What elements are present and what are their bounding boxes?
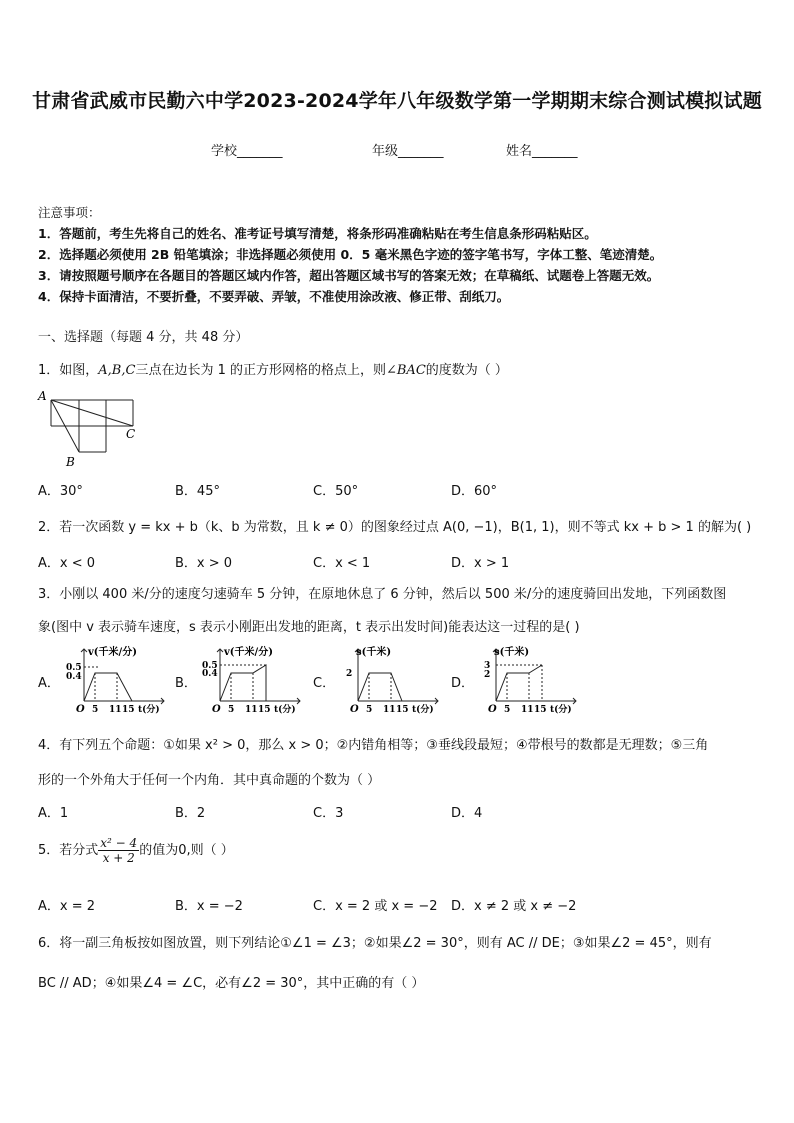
- svg-text:O: O: [212, 704, 221, 715]
- q3-option-d[interactable]: D．: [451, 676, 475, 691]
- school-field: 学校_______: [211, 144, 283, 159]
- svg-text:0.5: 0.5: [202, 661, 218, 671]
- q3-option-c[interactable]: C．: [313, 676, 336, 691]
- svg-text:11: 11: [109, 705, 122, 715]
- point-c-label: C: [126, 427, 136, 441]
- svg-text:3: 3: [484, 661, 491, 671]
- svg-text:0.4: 0.4: [66, 672, 82, 682]
- svg-text:11: 11: [245, 705, 258, 715]
- svg-text:t(分): t(分): [274, 705, 296, 715]
- svg-text:0.5: 0.5: [66, 663, 82, 673]
- q3-graph-c: [336, 643, 444, 715]
- q1-grid-figure: [36, 388, 146, 470]
- svg-text:15: 15: [534, 705, 547, 715]
- q1-option-b[interactable]: B．45°: [175, 484, 220, 499]
- q5-option-c[interactable]: C．x = 2 或 x = −2: [313, 899, 438, 914]
- q3-option-a[interactable]: A．: [38, 676, 60, 691]
- q4-option-b[interactable]: B．2: [175, 806, 206, 821]
- notes-heading: 注意事项：: [38, 205, 101, 220]
- svg-text:5: 5: [228, 705, 235, 715]
- svg-text:0.4: 0.4: [202, 669, 218, 679]
- q5-fraction: $\frac{\text{x² − 4}}{x + 2}$: [100, 836, 138, 865]
- note-item: 1．答题前，考生先将自己的姓名、准考证号填写清楚，将条形码准确粘贴在考生信息条形码粘贴区。: [38, 226, 597, 241]
- point-b-label: B: [66, 455, 75, 469]
- svg-text:v(千米/分): v(千米/分): [88, 647, 137, 658]
- svg-text:15: 15: [396, 705, 409, 715]
- svg-text:O: O: [350, 704, 359, 715]
- question-1: 1．如图，A,B,C三点在边长为 1 的正方形网格的格点上，则∠BAC的度数为（ ）: [38, 363, 508, 378]
- svg-text:5: 5: [92, 705, 99, 715]
- svg-text:t(分): t(分): [138, 705, 160, 715]
- q5-option-a[interactable]: A．x = 2: [38, 899, 96, 914]
- note-item: 2．选择题必须使用 2B 铅笔填涂；非选择题必须使用 0．5 毫米黑色字迹的签字笔书写，字体工整、笔迹清楚。: [38, 247, 663, 262]
- q1-points: A,B,C: [98, 363, 136, 378]
- svg-text:11: 11: [521, 705, 534, 715]
- q3-option-b[interactable]: B．: [175, 676, 197, 691]
- q3-graph-a: [62, 643, 170, 715]
- q2-option-a[interactable]: A．x < 0: [38, 556, 96, 571]
- question-6-line2: BC // AD；④如果∠4 = ∠C，必有∠2 = 30°，其中正确的有（ ）: [38, 976, 425, 991]
- q1-option-d[interactable]: D．60°: [451, 484, 498, 499]
- grade-field: 年级_______: [372, 144, 444, 159]
- question-3-line2: 象(图中 v 表示骑车速度，s 表示小刚距出发地的距离，t 表示出发时间)能表达这一过程的是( ): [38, 620, 580, 635]
- svg-text:s(千米): s(千米): [494, 647, 530, 658]
- question-2: 2．若一次函数 y = kx + b（k、b 为常数，且 k ≠ 0）的图象经过点 A(0, −1)，B(1, 1)，则不等式 kx + b > 1 的解为( ): [38, 520, 752, 535]
- section-heading: 一、选择题（每题 4 分，共 48 分）: [38, 330, 249, 345]
- point-a-label: A: [38, 389, 47, 403]
- svg-text:2: 2: [484, 670, 491, 680]
- q1-option-c[interactable]: C．50°: [313, 484, 359, 499]
- svg-text:O: O: [488, 704, 497, 715]
- svg-text:O: O: [76, 704, 85, 715]
- q4-option-c[interactable]: C．3: [313, 806, 344, 821]
- exam-title: 甘肃省武威市民勤六中学2023-2024学年八年级数学第一学期期末综合测试模拟试题: [32, 90, 762, 112]
- q3-graph-d: [474, 643, 582, 715]
- question-3-line1: 3．小刚以 400 米/分的速度匀速骑车 5 分钟，在原地休息了 6 分钟，然后以 500 米/分的速度骑回出发地，下列函数图: [38, 587, 727, 602]
- svg-text:t(分): t(分): [550, 705, 572, 715]
- question-5: 5．若分式 $\frac{\text{x² − 4}}{x + 2}$ 的值为0,则（ ）: [38, 836, 234, 865]
- q1-option-a[interactable]: A．30°: [38, 484, 83, 499]
- question-4-line2: 形的一个外角大于任何一个内角．其中真命题的个数为（ ）: [38, 773, 381, 788]
- q2-option-d[interactable]: D．x > 1: [451, 556, 510, 571]
- q2-option-c[interactable]: C．x < 1: [313, 556, 371, 571]
- note-item: 3．请按照题号顺序在各题目的答题区域内作答，超出答题区域书写的答案无效；在草稿纸、试题卷上答题无效。: [38, 268, 660, 283]
- q5-option-b[interactable]: B．x = −2: [175, 899, 243, 914]
- q4-option-a[interactable]: A．1: [38, 806, 69, 821]
- svg-text:11: 11: [383, 705, 396, 715]
- q4-option-d[interactable]: D．4: [451, 806, 483, 821]
- q3-graph-b: [198, 643, 306, 715]
- svg-text:15: 15: [122, 705, 135, 715]
- question-6-line1: 6．将一副三角板按如图放置，则下列结论①∠1 = ∠3；②如果∠2 = 30°，则有 AC // DE；③如果∠2 = 45°，则有: [38, 936, 712, 951]
- svg-text:15: 15: [258, 705, 271, 715]
- q5-option-d[interactable]: D．x ≠ 2 或 x ≠ −2: [451, 899, 577, 914]
- svg-text:s(千米): s(千米): [356, 647, 392, 658]
- name-field: 姓名_______: [506, 144, 578, 159]
- svg-text:2: 2: [346, 669, 353, 679]
- svg-text:5: 5: [366, 705, 373, 715]
- svg-text:t(分): t(分): [412, 705, 434, 715]
- question-4-line1: 4．有下列五个命题：①如果 x² > 0，那么 x > 0；②内错角相等；③垂线段最短；④带根号的数都是无理数；⑤三角: [38, 738, 709, 753]
- q2-option-b[interactable]: B．x > 0: [175, 556, 233, 571]
- note-item: 4．保持卡面清洁，不要折叠，不要弄破、弄皱，不准使用涂改液、修正带、刮纸刀。: [38, 289, 510, 304]
- svg-text:v(千米/分): v(千米/分): [224, 647, 273, 658]
- svg-text:5: 5: [504, 705, 511, 715]
- q1-angle: ∠BAC: [385, 363, 426, 378]
